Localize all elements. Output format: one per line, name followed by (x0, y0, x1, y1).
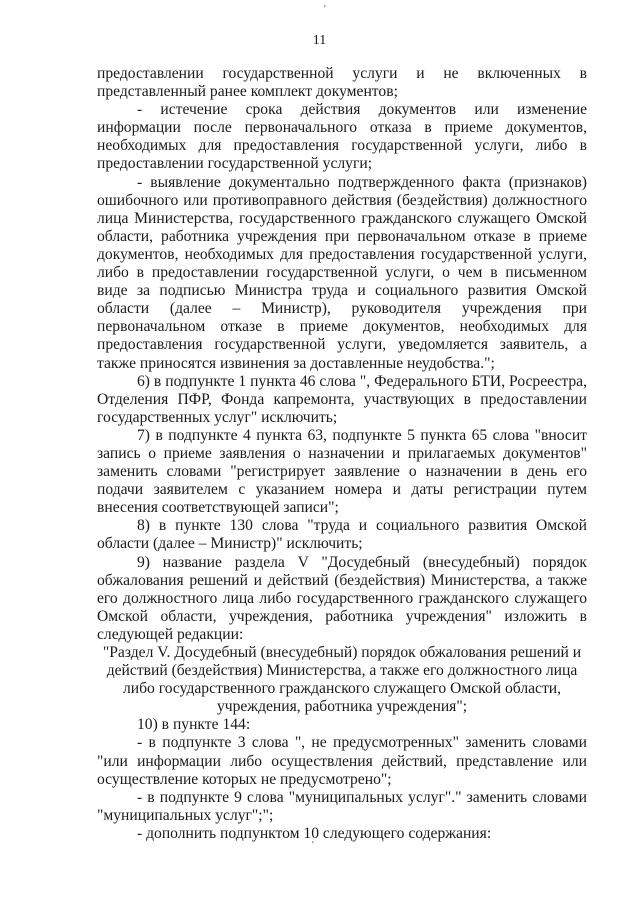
section-title-quote: "Раздел V. Досудебный (внесудебный) порядок обжалования решений и действий (бездействия) Министерства, а также его должностного лица либо государственного гражданского служащего Омской области, учреждения, работника учреждения"; (102, 644, 582, 716)
scan-mark-top: ' (324, 4, 326, 15)
document-body (97, 65, 587, 843)
page-number: 11 (312, 33, 327, 48)
paragraph: - в подпункте 3 слова ", не предусмотренных" заменить словами "или информации либо осуществления действий, представление или осуществление которых не предусмотрено"; (97, 734, 587, 788)
paragraph: 8) в пункте 130 слова "труда и социального развития Омской области (далее – Министр)" исключить; (97, 517, 587, 553)
paragraph: 7) в подпункте 4 пункта 63, подпункте 5 пункта 65 слова "вносит запись о приеме заявления о назначении и прилагаемых документов" заменить словами "регистрирует заявление о назначении в день его подачи заявителем с указанием номера и даты регистрации путем внесения соответствующей записи"; (97, 426, 587, 517)
paragraph: - истечение срока действия документов или изменение информации после первоначального отказа в приеме документов, необходимых для предоставления государственной услуги, либо в предоставлении государственной услуги; (97, 101, 587, 173)
paragraph: - дополнить подпунктом 10 следующего содержания: (137, 824, 492, 842)
paragraph: предоставлении государственной услуги и не включенных в представленный ранее комплект документов; (97, 65, 587, 101)
paragraph: - выявление документально подтвержденного факта (признаков) ошибочного или противоправного действия (бездействия) должностного лица Министерства, государственного гражданского служащего Омской области, работника учреждения при первоначальном отказе в приеме документов, необходимых для предоставления государственной услуги, либо в предоставлении государственной услуги, о чем в письменном виде за подписью Министра труда и социального развития Омской области (далее – Министр), руководителя учреждения при первоначальном отказе в приеме документов, необходимых для предоставления государственной услуги, уведомляется заявитель, а также приносятся извинения за доставленные неудобства."; (97, 173, 587, 372)
paragraph: 6) в подпункте 1 пункта 46 слова ", Федерального БТИ, Росреестра, Отделения ПФР, Фонда капремонта, участвующих в предоставлении государственных услуг" исключить; (97, 372, 587, 426)
paragraph: - в подпункте 9 слова "муниципальных услуг"." заменить словами "муниципальных услуг";"; (97, 788, 587, 824)
paragraph: 10) в пункте 144: (137, 716, 251, 734)
paragraph: 9) название раздела V "Досудебный (внесудебный) порядок обжалования решений и действий (бездействия) Министерства, а также его должностного лица либо государственного гражданского служащего Омской области, учреждения, работника учреждения" изложить в следующей редакции: (97, 553, 587, 643)
scan-mark-bottom: ' (312, 840, 314, 851)
